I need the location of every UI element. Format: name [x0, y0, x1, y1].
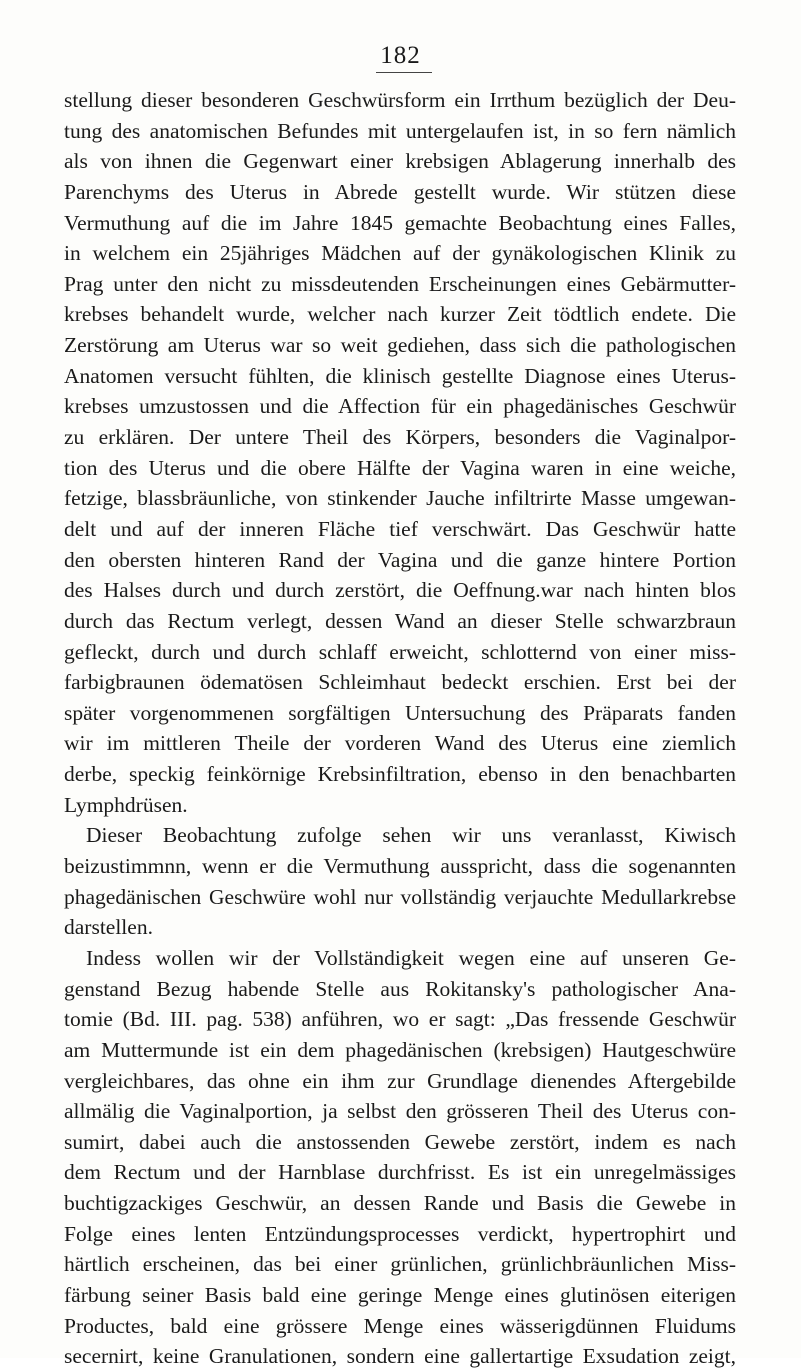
- text-line: Anatomen versucht fühlten, die klinisch gestellte Diagnose eines Uterus-: [64, 363, 736, 388]
- text-line: sumirt, dabei auch die anstossenden Gewebe zerstört, indem es nach: [64, 1129, 736, 1154]
- text-line: delt und auf der inneren Fläche tief verschwärt. Das Geschwür hatte: [64, 516, 736, 541]
- text-line: Dieser Beobachtung zufolge sehen wir uns veranlasst, Kiwisch: [86, 823, 736, 848]
- text-line: härtlich erscheinen, das bei einer grünlichen, grünlichbräunlichen Miss-: [64, 1252, 736, 1277]
- text-line: beizustimmnn, wenn er die Vermuthung ausspricht, dass die sogenannten: [64, 854, 736, 879]
- text-line: zu erklären. Der untere Theil des Körpers, besonders die Vaginalpor-: [64, 425, 736, 450]
- text-line: allmälig die Vaginalportion, ja selbst den grösseren Theil des Uterus con-: [64, 1099, 736, 1124]
- text-line: Folge eines lenten Entzündungsprocesses verdickt, hypertrophirt und: [64, 1221, 736, 1246]
- text-line: in welchem ein 25jähriges Mädchen auf der gynäkologischen Klinik zu: [64, 241, 736, 266]
- text-line: färbung seiner Basis bald eine geringe Menge eines glutinösen eiterigen: [64, 1282, 736, 1307]
- body-text: [64, 85, 736, 1372]
- text-line: den obersten hinteren Rand der Vagina und die ganze hintere Portion: [64, 547, 736, 572]
- text-line: tomie (Bd. III. pag. 538) anführen, wo er sagt: „Das fressende Geschwür: [64, 1007, 736, 1032]
- text-line: krebses umzustossen und die Affection für ein phagedänisches Geschwür: [64, 394, 736, 419]
- text-line: gefleckt, durch und durch schlaff erweicht, schlotternd von einer miss-: [64, 639, 736, 664]
- text-line: am Muttermunde ist ein dem phagedänischen (krebsigen) Hautgeschwüre: [64, 1037, 736, 1062]
- text-line: Zerstörung am Uterus war so weit gediehen, dass sich die pathologischen: [64, 333, 736, 358]
- text-line: vergleichbares, das ohne ein ihm zur Grundlage dienendes Aftergebilde: [64, 1068, 736, 1093]
- text-line: Prag unter den nicht zu missdeutenden Erscheinungen eines Gebärmutter-: [64, 271, 736, 296]
- text-line: phagedänischen Geschwüre wohl nur vollständig verjauchte Medullarkrebse: [64, 884, 736, 909]
- text-line: später vorgenommenen sorgfältigen Untersuchung des Präparats fanden: [64, 700, 736, 725]
- text-line: als von ihnen die Gegenwart einer krebsigen Ablagerung innerhalb des: [64, 149, 736, 174]
- page-number: 182: [380, 42, 421, 69]
- text-line: Indess wollen wir der Vollständigkeit wegen eine auf unseren Ge-: [86, 945, 736, 970]
- text-line: des Halses durch und durch zerstört, die Oeffnung.war nach hinten blos: [64, 578, 736, 603]
- page-number-rule: [376, 72, 432, 73]
- text-line: Productes, bald eine grössere Menge eines wässerigdünnen Fluidums: [64, 1313, 736, 1338]
- text-line: tung des anatomischen Befundes mit untergelaufen ist, in so fern nämlich: [64, 118, 736, 143]
- text-line: derbe, speckig feinkörnige Krebsinfiltration, ebenso in den benachbarten: [64, 762, 736, 787]
- text-line: wir im mittleren Theile der vorderen Wand des Uterus eine ziemlich: [64, 731, 736, 756]
- text-line: tion des Uterus und die obere Hälfte der Vagina waren in eine weiche,: [64, 455, 736, 480]
- text-line: darstellen.: [64, 915, 153, 940]
- text-line: stellung dieser besonderen Geschwürsform ein Irrthum bezüglich der Deu-: [64, 88, 736, 112]
- text-line: secernirt, keine Granulationen, sondern eine gallertartige Exsudation zeigt,: [64, 1344, 736, 1369]
- text-line: Parenchyms des Uterus in Abrede gestellt wurde. Wir stützen diese: [64, 179, 736, 204]
- text-line: fetzige, blassbräunliche, von stinkender Jauche infiltrirte Masse umgewan-: [64, 486, 736, 511]
- text-line: dem Rectum und der Harnblase durchfrisst. Es ist ein unregelmässiges: [64, 1160, 736, 1185]
- text-line: durch das Rectum verlegt, dessen Wand an dieser Stelle schwarzbraun: [64, 608, 736, 633]
- text-line: Lymphdrüsen.: [64, 792, 188, 817]
- text-line: Vermuthung auf die im Jahre 1845 gemachte Beobachtung eines Falles,: [64, 210, 736, 235]
- text-line: genstand Bezug habende Stelle aus Rokitansky's pathologischer Ana-: [64, 976, 736, 1001]
- text-line: buchtigzackiges Geschwür, an dessen Rande und Basis die Gewebe in: [64, 1191, 736, 1216]
- text-line: farbigbraunen ödematösen Schleimhaut bedeckt erschien. Erst bei der: [64, 670, 736, 695]
- text-line: krebses behandelt wurde, welcher nach kurzer Zeit tödtlich endete. Die: [64, 302, 736, 327]
